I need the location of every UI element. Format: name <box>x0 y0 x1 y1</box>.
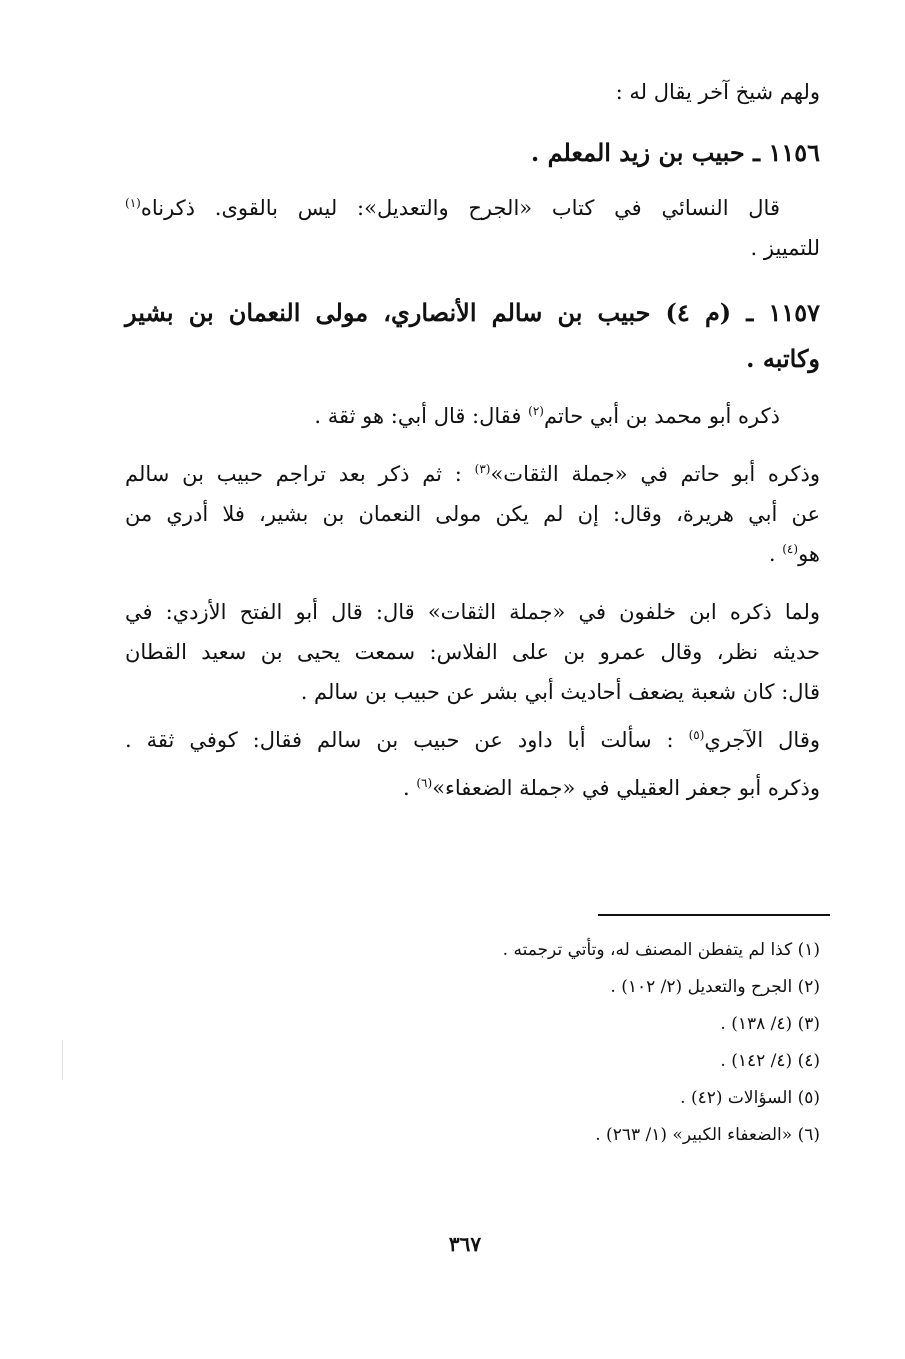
footnote-4: (٤) (٤/ ١٤٢) . <box>720 1051 820 1071</box>
entry-1157-para-3-line-1: ولما ذكره ابن خلفون في «جملة الثقات» قال: قال أبو الفتح الأزدي: في <box>125 600 820 624</box>
main-text <box>125 72 820 808</box>
footnote-ref-6: (٦) <box>416 776 433 790</box>
footnote-ref-1: (١) <box>125 196 141 210</box>
intro-line: ولهم شيخ آخر يقال له : <box>615 80 820 104</box>
text-segment: . <box>403 776 417 800</box>
entry-1157-para-3-line-2: حديثه نظر، وقال عمرو بن على الفلاس: سمعت يحيى بن سعيد القطان <box>125 640 820 664</box>
text-segment: : سألت أبا داود عن حبيب بن سالم فقال: كوفي ثقة . <box>125 728 689 752</box>
entry-1156-text-line-1 <box>125 188 820 228</box>
footnote-5: (٥) السؤالات (٤٢) . <box>680 1088 820 1108</box>
entry-heading-1157-line-1: ١١٥٧ ـ (م ٤) حبيب بن سالم الأنصاري، مولى النعمان بن بشير <box>125 298 821 327</box>
footnote-6: (٦) «الضعفاء الكبير» (١/ ٢٦٣) . <box>595 1125 820 1145</box>
text-segment: هو <box>798 542 820 566</box>
entry-1157-para-1 <box>125 396 820 436</box>
entry-1157-para-2-line-2: عن أبي هريرة، وقال: إن لم يكن مولى النعمان بن بشير، فلا أدري من <box>125 502 820 526</box>
entry-1156-text-line-2: للتمييز . <box>750 236 820 260</box>
footnote-divider <box>598 914 830 916</box>
entry-1157-para-4 <box>125 720 820 760</box>
entry-heading-1156: ١١٥٦ ـ حبيب بن زيد المعلم . <box>530 138 820 167</box>
text-segment: . <box>768 542 783 566</box>
footnote-ref-4: (٤) <box>782 542 799 556</box>
text-segment: فقال: قال أبي: هو ثقة . <box>314 404 529 428</box>
footnote-1: (١) كذا لم يتفطن المصنف له، وتأتي ترجمته . <box>502 940 820 960</box>
entry-1157-para-2-line-1 <box>125 454 820 494</box>
text-segment: : ثم ذكر بعد تراجم حبيب بن سالم <box>125 462 475 486</box>
footnote-ref-2: (٢) <box>528 404 544 418</box>
text-segment: ذكره أبو محمد بن أبي حاتم <box>543 404 780 428</box>
entry-1157-para-2-line-3 <box>125 534 820 574</box>
entry-1157-para-5 <box>125 768 820 808</box>
footnote-2: (٢) الجرح والتعديل (٢/ ١٠٢) . <box>610 977 820 997</box>
footnote-ref-3: (٣) <box>474 462 491 476</box>
text-segment: قال النسائي في كتاب «الجرح والتعديل»: ليس بالقوى. ذكرناه <box>140 196 780 220</box>
entry-heading-1157-line-2: وكاتبه . <box>746 344 820 373</box>
footnote-ref-5: (٥) <box>688 728 705 742</box>
page-number: ٣٦٧ <box>448 1232 482 1256</box>
text-segment: وذكره أبو حاتم في «جملة الثقات» <box>490 462 820 486</box>
text-segment: وقال الآجري <box>704 728 821 752</box>
footnotes <box>400 932 820 1154</box>
text-segment: وذكره أبو جعفر العقيلي في «جملة الضعفاء» <box>432 776 820 800</box>
scan-artifact <box>62 1040 63 1080</box>
entry-1157-para-3-line-3: قال: كان شعبة يضعف أحاديث أبي بشر عن حبيب بن سالم . <box>300 680 820 704</box>
footnote-3: (٣) (٤/ ١٣٨) . <box>720 1014 820 1034</box>
